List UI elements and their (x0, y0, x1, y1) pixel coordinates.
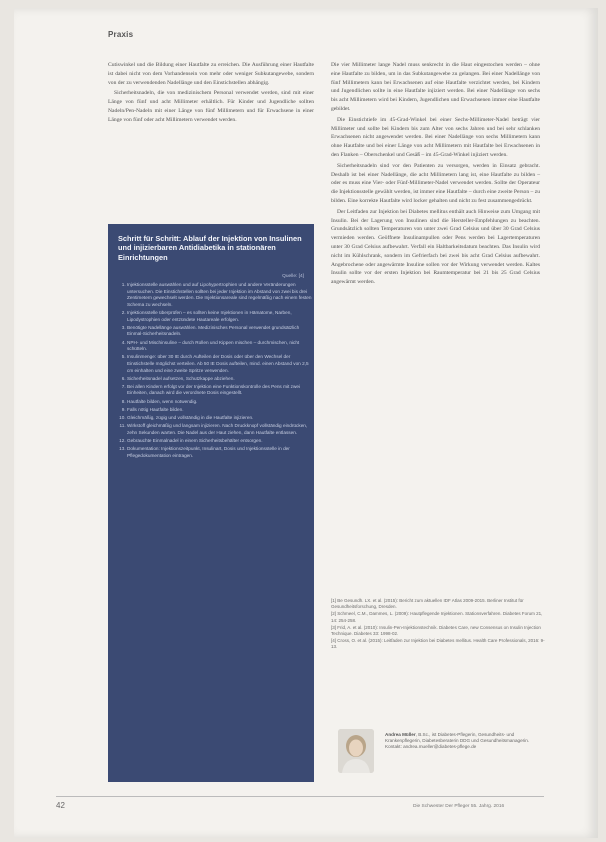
reference-item: [2] Schmeel, C.M., Dammes, L. (2009): Hautpflegende Injektionen. Stationsverfahren. Diabetes Forum 21, 14: 254-258. (331, 611, 543, 623)
step-list (118, 282, 315, 461)
step-item: 9. Falls nötig Hautfalte bilden. (127, 407, 315, 414)
references (331, 598, 545, 651)
left-column-text (108, 61, 314, 127)
section-label: Praxis (108, 30, 134, 39)
box-title: Schritt für Schritt: Ablauf der Injektion von Insulinen und injizierbaren Antidiabetika in stationären Einrichtungen (118, 234, 302, 262)
right-column-text (331, 61, 540, 289)
footer-divider (56, 796, 544, 797)
author-name: Andrea Müller (385, 732, 416, 737)
step-item: 7. Bei allen Kindern erfolgt vor der Injektion eine Funktionskontrolle des Pens mit zwei Einheiten, danach wird die verordnete Dosis eingestellt. (127, 384, 315, 397)
paragraph: Sicherheitsnadeln, die von medizinischem Personal verwendet werden, sind mit einer Länge von fünf und acht Millimeter erhältlich. Für Kinder und Jugendliche sollten Nadeln/Pen-Nadeln mit einer Länge von fünf Millimetern und für Erwachsene in einer Länge von fünf oder acht Millimetern verwendet werden. (108, 90, 314, 123)
paragraph: Die vier Millimeter lange Nadel muss senkrecht in die Haut eingestochen werden – ohne eine Hautfalte zu bilden, um in das Subkutangewebe zu gelangen. Bei einer Nadellänge von fünf Millimetern kann bei Erwachsenen auf eine Hautfalte verzichtet werden, bei Kindern und Jugendlichen sollte in eine Hautfalte injiziert werden. Bei einer Nadellänge von sechs bis acht Millimetern wird bei Kindern, Jugendlichen und Erwachsenen immer eine Hautfalte gebildet. (331, 62, 540, 112)
step-item: 10. Gleichmäßig, zügig und vollständig in die Hautfalte injizieren. (127, 415, 315, 422)
step-item: 6. Sicherheitsnadel aufsetzen, Schutzkappe abziehen. (127, 376, 315, 383)
step-item: 1. Injektionsstelle auswählen und auf Lipohypertrophien und andere Veränderungen untersuchen. Die Einstichstellen sollten bei jeder Injektion im Abstand von zwei bis drei Zentimetern gewechselt werden. Die Injektionsareale sind regelmäßig nach einem festen Schema zu wechseln. (127, 282, 315, 308)
step-item: 8. Hautfalte bilden, wenn notwendig. (127, 399, 315, 406)
step-item: 3. Benötigte Nadellänge auswählen. Medizinisches Personal verwendet grundsätzlich Einmal-Sicherheitsnadeln. (127, 325, 315, 338)
step-item: 2. Injektionsstelle überprüfen – es sollten keine Injektionen in Hämatome, Narben, Lipodystrophien oder entzündete Hautareale erfolgen. (127, 310, 315, 323)
step-item: 13. Dokumentation: Injektionszeitpunkt, Insulinart, Dosis und Injektionsstelle in der Pflegedokumentation eintragen. (127, 446, 315, 459)
author-photo (338, 729, 374, 773)
author-bio: Andrea Müller, B.Sc., ist Diabetes-Pflegerin, Gesundheits- und Krankenpflegerin, Diabetesberaterin DDG und Gesundheitsmanagerin. Kontakt: andrea.mueller@diabetes-pflege.de (385, 732, 530, 750)
box-source: Quelle: [4] (282, 274, 304, 279)
info-box (108, 224, 314, 782)
reference-item: [3] Frid, A. et al. (2010): Insulin-Pen-Injektionstechnik. Diabetes Care, new Consensus on Insulin Injection Technique. Diabetes 33: 1998-02. (331, 624, 541, 637)
step-item: 11. Wirkstoff gleichmäßig und langsam injizieren. Nach Druckknopf vollständig eindrücken, zehn Sekunden warten. Die Nadel aus der Haut ziehen, dann Hautfalte entlassen. (127, 423, 315, 436)
step-item: 4. NPH- und Mischinsuline – durch Rollen und Kippen mischen – durchmischen, nicht schütteln. (127, 340, 315, 353)
paragraph: Sicherheitsnadeln sind vor den Patienten zu versorgen, werden in Einsatz gebracht. Deshalb ist bei einer Nadellänge, die acht Millimetern lang ist, eine Hautfalte zu bilden – oder es muss eine Vier- oder Fünf-Millimeter-Nadel verwendet werden. Sollte der Operateur die Injektionsstelle gewählt werden, ist immer eine Hautfalte – durch eine zweite Person – zu bilden. Eine korrekte Hautfalte wird locker gehalten und nicht zu fest zusammengedrückt. (331, 162, 540, 204)
journal-footer: Die Schwester Der Pfleger 55. Jahrg. 2016 (413, 804, 505, 809)
reference-item: [4] Cross, O. et al. (2015): Leitfaden zur Injektion bei Diabetes mellitus. Health Care Professionals, 2016: 9-13. (331, 637, 545, 650)
paragraph: Der Leitfaden zur Injektion bei Diabetes mellitus enthält auch Hinweise zum Umgang mit Insulin. Bei der Lagerung von Insulinen sind die Hersteller-Empfehlungen zu beachten. Grundsätzlich sollten Temperaturen von unter zwei Grad Celsius und über 30 Grad Celsius vermieden werden. Geöffnete Insulinampullen oder Pens werden bei Lagertemperaturen unter 30 Grad Celsius aufbewahrt. Verfall ein Haltbarkeitsdatum beachten. Das Insulin wird nicht im Kühlschrank, sondern im Gefrierfach bei zwei bis acht Grad Celsius aufbewahrt. Angebrochene oder angewärmte Insuline sollen vor der Wirkung verwendet werden. Kaltes Insulin sollte vor der ersten Injektion bei Raumtemperatur bei 21 bis 25 Grad Celsius angewärmt werden. (331, 208, 540, 286)
step-item: 5. Insulinmenge: über 30 IE durch Aufteilen der Dosis oder über den Wechsel der Einstichstelle möglichst verteilen. Ab 50 IE Dosis aufteilen, mind. einen Abstand von 2,5 cm einhalten und eine zweite Spritze verwenden. (127, 354, 315, 374)
page-number: 42 (56, 801, 65, 810)
step-item: 12. Gebrauchte Einmalnadel in einem Sicherheitsbehälter entsorgen. (127, 438, 315, 445)
paragraph: Cutiswinkel und die Bildung einer Hautfalte zu erreichen. Die Ausführung einer Hautfalte ist dabei nicht von dem Vorhandensein von mehr oder weniger Subkutangewebe, sondern von der zu verwendenden Nadellänge und den Einstichstellen abhängig. (108, 62, 314, 86)
reference-item: [1] Be Gesundh. LX. et al. (2015): Bericht zum aktuellen IDF Atlas 2009-2015. Berliner Institut für Gesundheitsforschung, Dresden. (331, 598, 524, 610)
author-description: B.Sc., ist Diabetes-Pflegerin, Gesundheits- und Krankenpflegerin, Diabetesberaterin DDG und Gesundheitsmanagerin. Kontakt: andrea.mueller@diabetes-pflege.de (385, 732, 530, 750)
paragraph: Die Einstichtiefe im 45-Grad-Winkel bei einer Sechs-Millimeter-Nadel beträgt vier Millimeter und sollte bei Kindern bis zum Alter von sechs Jahren und bei sehr schlanken Erwachsenen nicht angewendet werden. Bei einer Nadellänge von sechs Millimetern kann ohne Hautfalte und bei einer Länge von acht Millimetern mit Hautfalte bei Erwachsenen in den Flanken – Oberschenkel und Gesäß – im 45-Grad-Winkel injiziert werden. (331, 116, 540, 158)
